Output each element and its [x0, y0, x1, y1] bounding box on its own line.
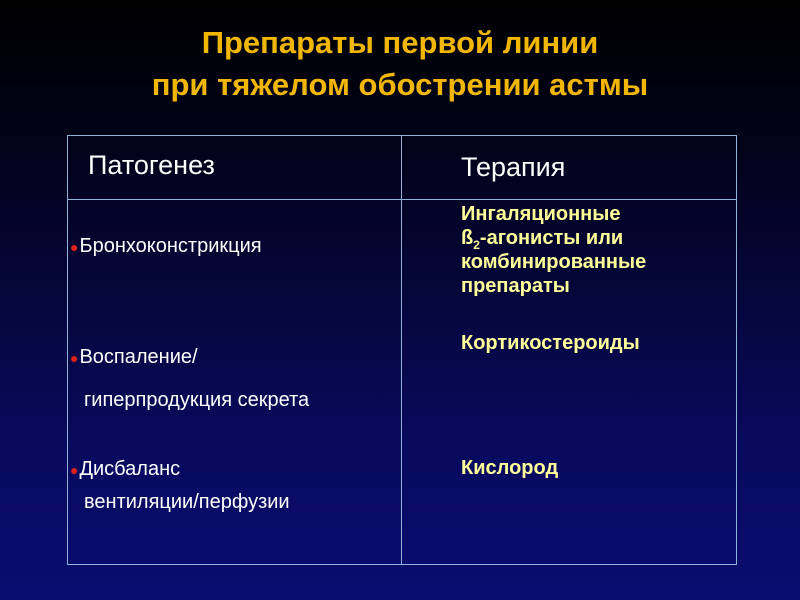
title-line-1: Препараты первой линии — [201, 25, 599, 60]
therapy-item-oxygen: Кислород — [461, 457, 559, 479]
column-divider — [401, 136, 402, 564]
header-pathogenesis: Патогенез — [88, 150, 215, 180]
header-therapy: Терапия — [461, 152, 566, 182]
slide-title — [0, 22, 800, 106]
bullet-icon: ● — [70, 239, 79, 255]
therapy-item-inhaled-beta2: Ингаляционные $ß_2$-агонисты или комбинированные препараты — [461, 203, 647, 297]
header-divider — [68, 199, 736, 200]
bullet-icon: ● — [70, 462, 79, 478]
therapy-item-corticosteroids: Кортикостероиды — [461, 332, 640, 354]
pathogenesis-item-bronchoconstriction: ●Бронхоконстрикция — [70, 235, 262, 257]
title-line-2: при тяжелом обострении астмы — [151, 67, 649, 102]
comparison-table — [67, 135, 737, 565]
bullet-icon: ● — [70, 350, 79, 366]
pathogenesis-item-vq-mismatch: ●Дисбаланс вентиляции/перфузии — [70, 458, 290, 513]
pathogenesis-item-inflammation: ●Воспаление/ гиперпродукция секрета — [70, 346, 310, 411]
